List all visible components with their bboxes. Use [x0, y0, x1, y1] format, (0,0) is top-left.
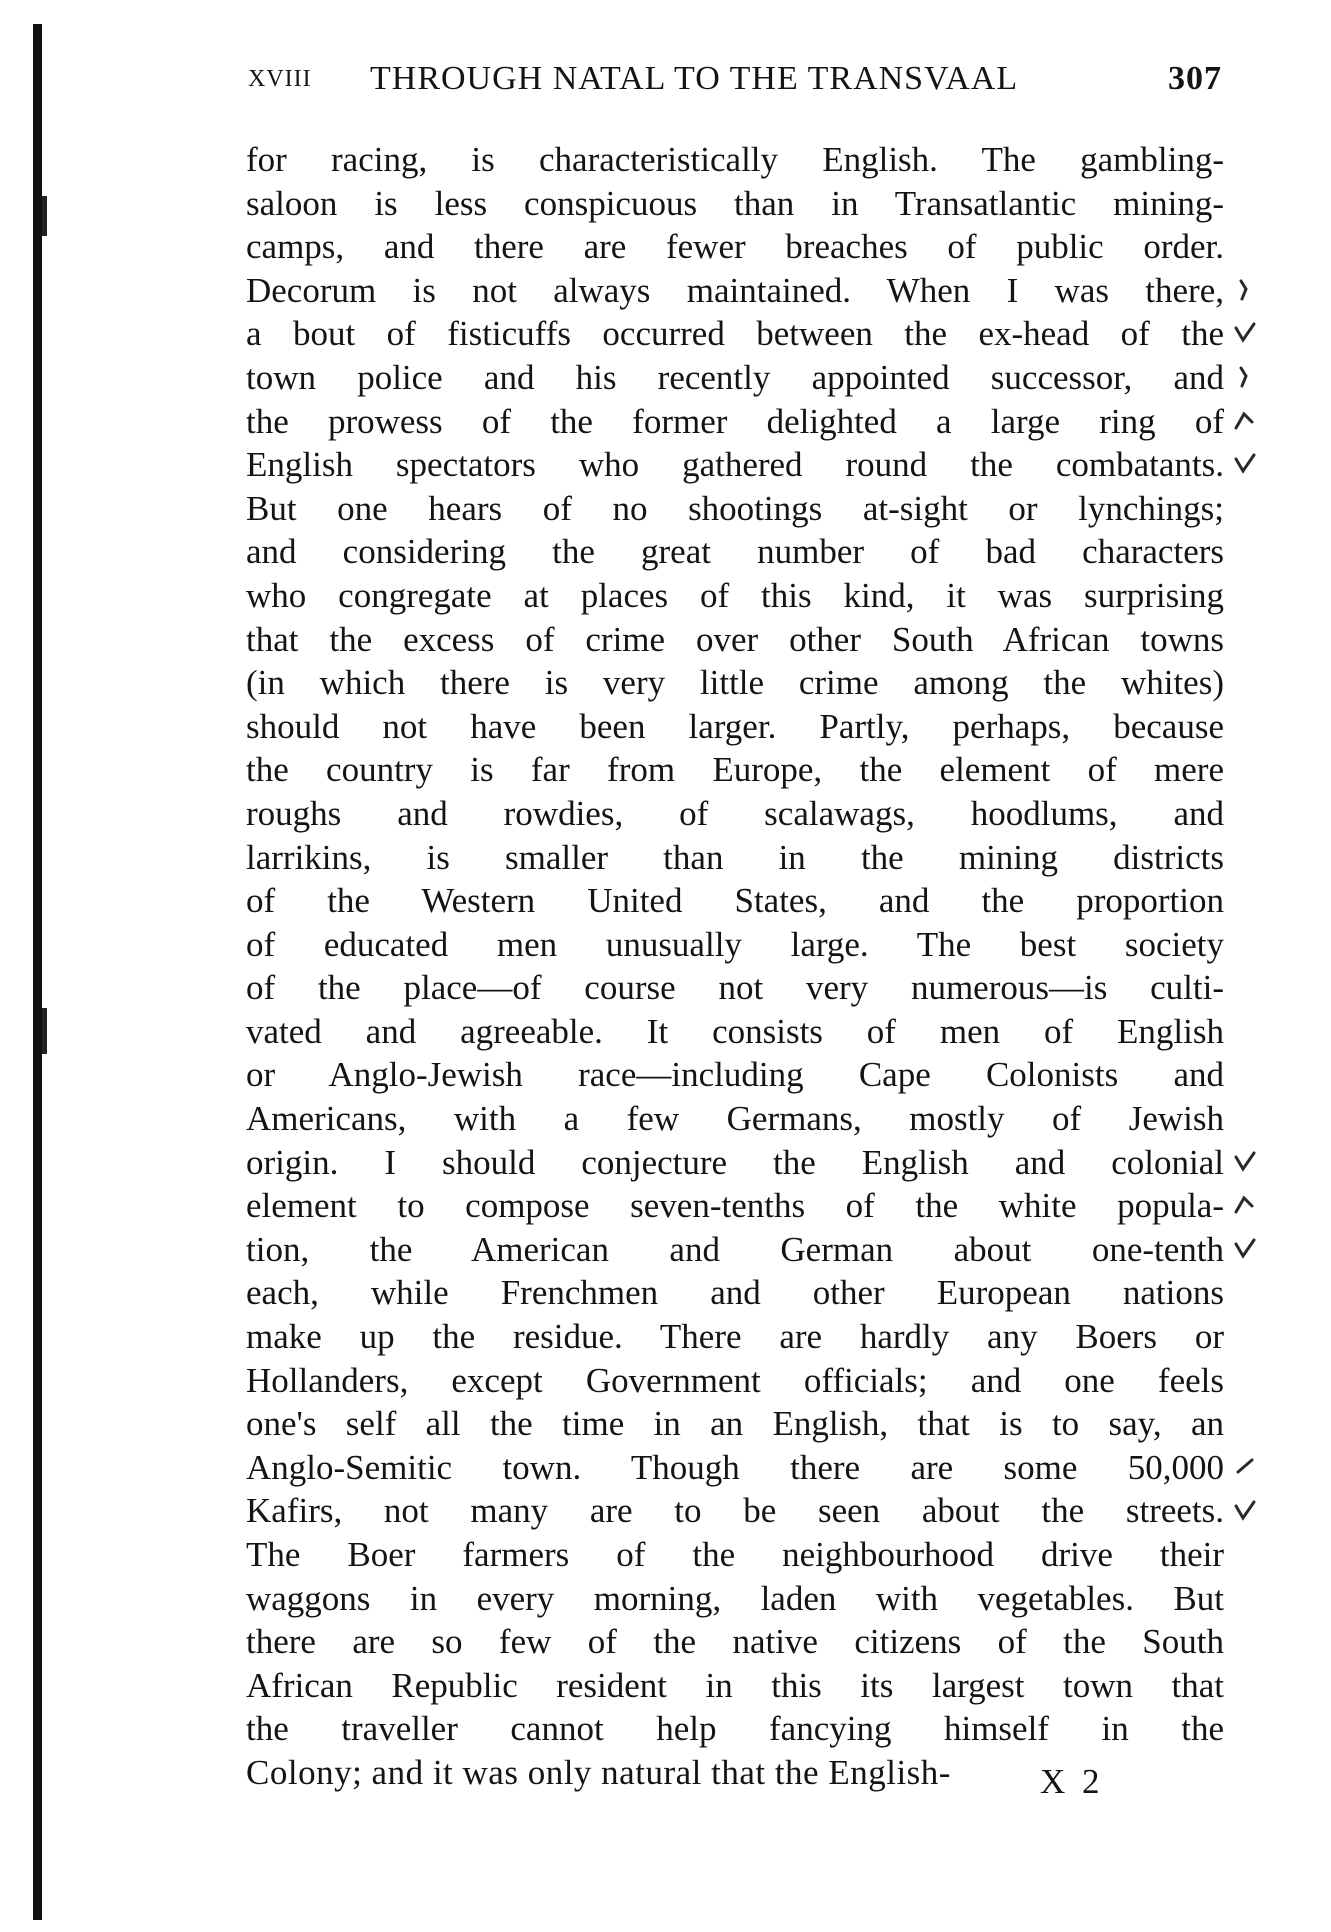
text-line: and considering the great number of bad characters [246, 532, 1224, 572]
text-line: African Republic resident in this its largest town that [246, 1665, 1224, 1705]
binding-edge [33, 24, 42, 1920]
text-line: of the place—of course not very numerous—is culti- [246, 968, 1224, 1008]
text-line: tion, the American and German about one-tenth [246, 1229, 1224, 1269]
text-line: The Boer farmers of the neighbourhood drive their [246, 1535, 1224, 1574]
text-line: origin. I should conjecture the English and colonial [246, 1142, 1224, 1182]
text-line: Hollanders, except Government officials; and one feels [246, 1360, 1224, 1400]
running-title: THROUGH NATAL TO THE TRANSVAAL [370, 60, 1019, 97]
text-line: or Anglo-Jewish race—including Cape Colonists and [246, 1055, 1224, 1095]
text-line: make up the residue. There are hardly any Boers or [246, 1317, 1224, 1357]
text-line: Kafirs, not many are to be seen about the streets. [246, 1491, 1224, 1531]
text-line: the traveller cannot help fancying himself in the [246, 1709, 1224, 1749]
text-line: Anglo-Semitic town. Though there are some 50,000 [246, 1447, 1224, 1487]
text-line: for racing, is characteristically English. The gambling- [246, 140, 1224, 179]
text-line: there are so few of the native citizens of the South [246, 1622, 1224, 1662]
page-number: 307 [1168, 60, 1222, 97]
margin-mark-icon [1232, 277, 1258, 303]
text-line: that the excess of crime over other South African towns [246, 619, 1224, 659]
text-line: English spectators who gathered round the combatants. [246, 445, 1224, 485]
chapter-number: XVIII [248, 66, 312, 92]
margin-mark-icon [1232, 1498, 1258, 1524]
margin-mark-icon [1232, 451, 1258, 477]
text-line: town police and his recently appointed successor, and [246, 357, 1224, 397]
binding-mark [42, 1008, 47, 1054]
running-header [248, 60, 1222, 110]
text-line: But one hears of no shootings at-sight or lynchings; [246, 488, 1224, 528]
text-line: vated and agreeable. It consists of men of English [246, 1011, 1224, 1051]
text-line: waggons in every morning, laden with vegetables. But [246, 1578, 1224, 1618]
text-line: who congregate at places of this kind, it was surprising [246, 575, 1224, 615]
margin-mark-icon [1232, 320, 1258, 346]
binding-mark [42, 196, 47, 236]
margin-mark-icon [1232, 1192, 1258, 1218]
text-line: of educated men unusually large. The best society [246, 924, 1224, 964]
margin-mark-icon [1232, 1454, 1258, 1480]
text-line: roughs and rowdies, of scalawags, hoodlums, and [246, 793, 1224, 833]
margin-mark-icon [1232, 1236, 1258, 1262]
body-text [246, 138, 1224, 1795]
text-line: Americans, with a few Germans, mostly of Jewish [246, 1099, 1224, 1139]
text-line: the country is far from Europe, the element of mere [246, 750, 1224, 790]
margin-mark-icon [1232, 408, 1258, 434]
text-line: should not have been larger. Partly, perhaps, because [246, 706, 1224, 746]
text-line: Decorum is not always maintained. When I was there, [246, 270, 1224, 310]
text-line: (in which there is very little crime among the whites) [246, 663, 1224, 703]
text-line: saloon is less conspicuous than in Transatlantic mining- [246, 183, 1224, 223]
text-line: larrikins, is smaller than in the mining districts [246, 837, 1224, 877]
text-line: each, while Frenchmen and other European nations [246, 1273, 1224, 1313]
text-line: the prowess of the former delighted a large ring of [246, 401, 1224, 441]
text-line: Colony; and it was only natural that the English- [246, 1752, 951, 1792]
signature-mark: X 2 [1040, 1762, 1104, 1801]
text-line: element to compose seven-tenths of the white popula- [246, 1186, 1224, 1226]
margin-mark-icon [1232, 1149, 1258, 1175]
text-line: camps, and there are fewer breaches of public order. [246, 227, 1224, 267]
text-line: of the Western United States, and the proportion [246, 881, 1224, 921]
text-line: one's self all the time in an English, that is to say, an [246, 1404, 1224, 1444]
margin-mark-icon [1232, 364, 1258, 390]
text-line: a bout of fisticuffs occurred between the ex-head of the [246, 314, 1224, 354]
